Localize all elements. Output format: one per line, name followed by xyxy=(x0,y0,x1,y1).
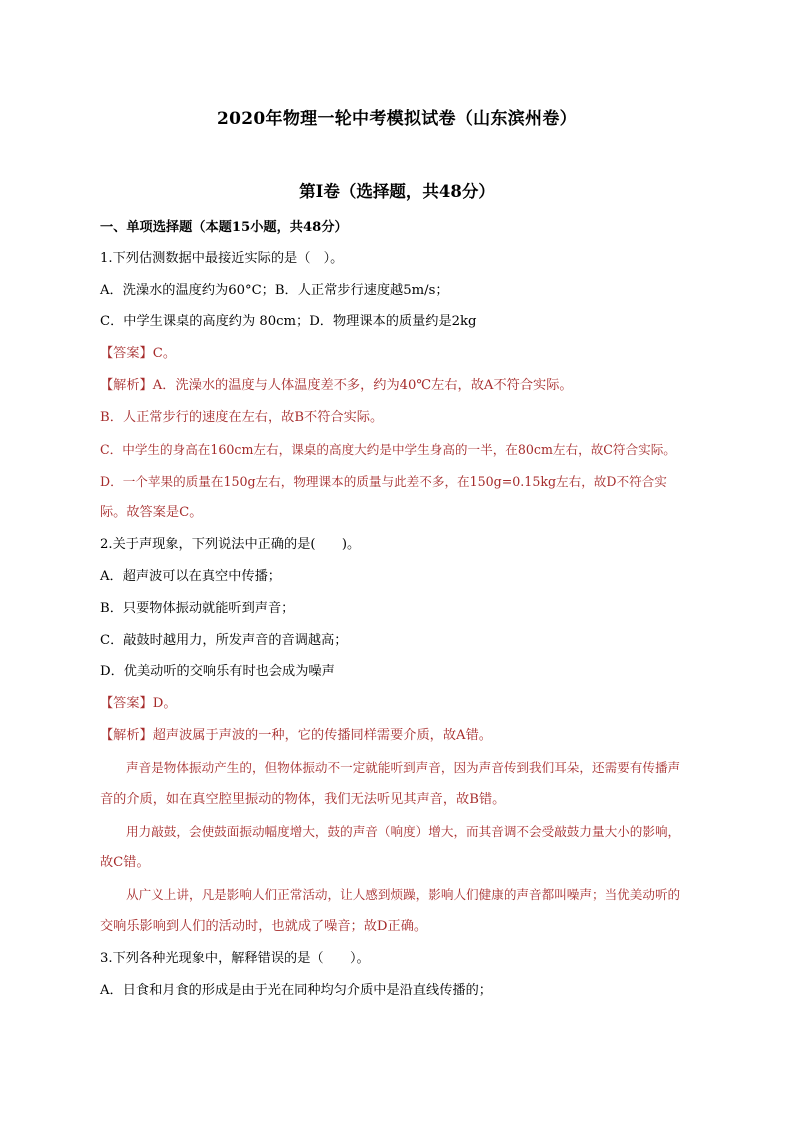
q2-option-c: C．敲鼓时越用力，所发声音的音调越高； xyxy=(100,633,348,648)
q2-option-b: B．只要物体振动就能听到声音； xyxy=(100,601,295,616)
analysis-text: A．洗澡水的温度与人体温度差不多，约为40℃左右，故A不符合实际。 xyxy=(152,378,573,393)
q3-option-a: A．日食和月食的形成是由于光在同种均匀介质中是沿直线传播的； xyxy=(100,983,492,998)
q2-option-d: D．优美动听的交响乐有时也会成为噪声 xyxy=(100,664,335,679)
q1-analysis-c: C．中学生的身高在160cm左右，课桌的高度大约是中学生身高的一半，在80cm左右，故C符合实际。 xyxy=(100,442,676,457)
q1-stem: 1.下列估测数据中最接近实际的是（ ）。 xyxy=(100,251,344,266)
analysis-tag: 【解析】 xyxy=(100,378,153,393)
q2-answer xyxy=(100,694,177,714)
q2-option-a: A．超声波可以在真空中传播； xyxy=(100,569,281,584)
answer-tag: 【答案】 xyxy=(100,346,153,361)
q2-analysis-4-line2: 交响乐影响到人们的活动时，也就成了噪音；故D正确。 xyxy=(100,919,428,934)
q3-stem: 3.下列各种光现象中，解释错误的是（ ）。 xyxy=(100,951,370,966)
q2-analysis-3-line2: 故C错。 xyxy=(100,855,150,870)
q1-options-cd: C．中学生课桌的高度约为 80cm；D．物理课本的质量约是2kg xyxy=(100,314,477,329)
q2-stem: 2.关于声现象，下列说法中正确的是( )。 xyxy=(100,537,361,552)
answer-tag: 【答案】 xyxy=(100,696,153,711)
answer-value: D。 xyxy=(152,696,177,711)
q1-answer xyxy=(100,344,176,364)
q2-analysis-1 xyxy=(100,726,492,746)
q2-analysis-3-line1: 用力敲鼓，会使鼓面振动幅度增大，鼓的声音（响度）增大，而其音调不会受敲鼓力量大小的影响， xyxy=(126,824,681,839)
q1-analysis-d-line2: 际。故答案是C。 xyxy=(100,505,203,520)
section-heading: 一、单项选择题（本题15小题，共48分） xyxy=(100,220,348,235)
q1-analysis-d-line1: D．一个苹果的质量在150g左右，物理课本的质量与此差不多，在150g=0.15kg左右，故D不符合实 xyxy=(100,474,667,489)
q2-analysis-4-line1: 从广义上讲，凡是影响人们正常活动，让人感到烦躁，影响人们健康的声音都叫噪声；当优美动听的 xyxy=(126,887,681,902)
answer-value: C。 xyxy=(152,346,177,361)
q1-options-ab: A．洗澡水的温度约为60°C；B．人正常步行速度越5m/s； xyxy=(100,283,449,298)
section-subtitle: 第Ⅰ卷（选择题，共48分） xyxy=(299,182,495,201)
q1-analysis-b: B．人正常步行的速度在左右，故B不符合实际。 xyxy=(100,410,384,425)
q1-analysis-a xyxy=(100,376,573,396)
analysis-text: 超声波属于声波的一种，它的传播同样需要介质，故A错。 xyxy=(152,728,492,743)
q2-analysis-2-line2: 音的介质，如在真空腔里振动的物体，我们无法听见其声音，故B错。 xyxy=(100,792,506,807)
q2-analysis-2-line1: 声音是物体振动产生的，但物体振动不一定就能听到声音，因为声音传到我们耳朵，还需要有传播声 xyxy=(126,760,681,775)
document-title: 2020年物理一轮中考模拟试卷（山东滨州卷） xyxy=(217,109,577,129)
analysis-tag: 【解析】 xyxy=(100,728,153,743)
